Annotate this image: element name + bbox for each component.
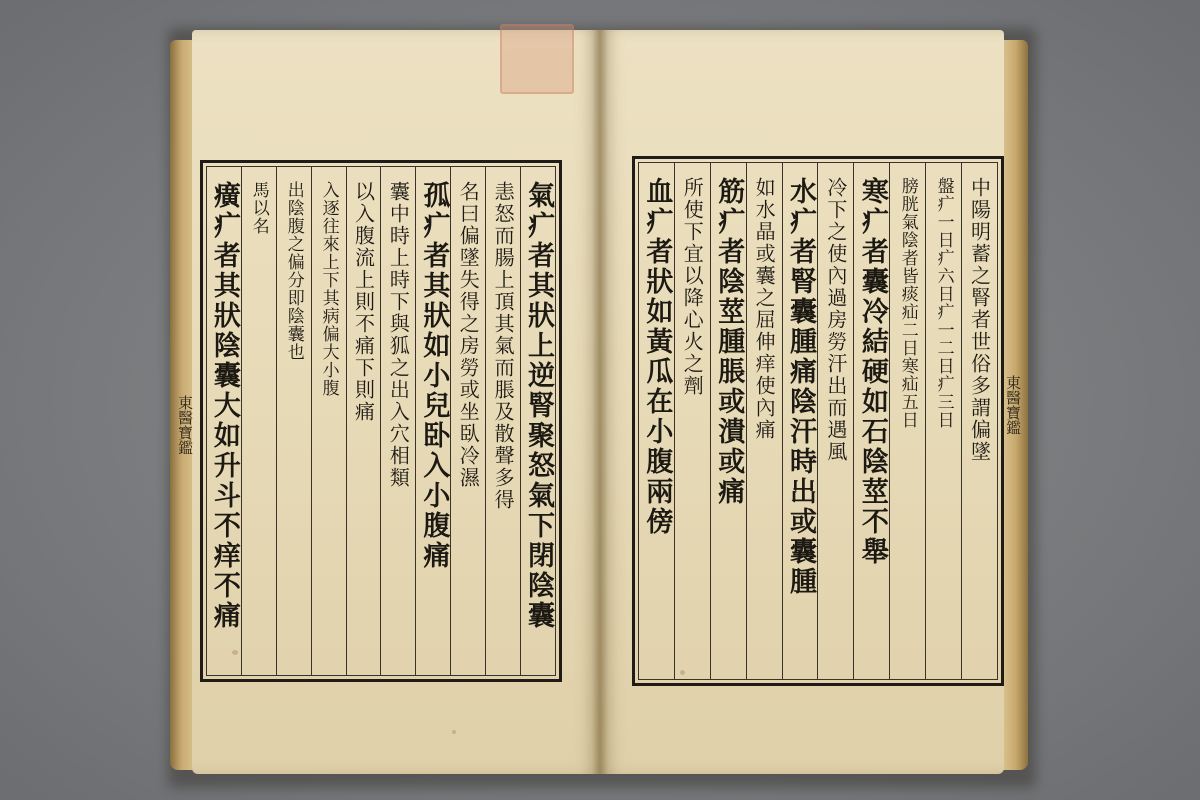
column-text: 冷下之使內過房勞汗出而遇風 [823, 177, 848, 463]
library-seal [500, 24, 574, 94]
text-column [311, 167, 346, 675]
column-text: 氣疒者其狀上逆腎聚怒氣下閉陰囊 [523, 181, 555, 631]
column-text: 膀胱氣陰者皆痰疝二日寒疝五日 [897, 177, 918, 429]
column-text: 水疒者腎囊腫痛陰汗時出或囊腫 [785, 177, 817, 597]
right-print-frame [632, 156, 1004, 686]
column-text: 盤疒一日疒六日疒一二日疒三日 [933, 177, 954, 429]
text-column [276, 167, 311, 675]
text-column [817, 163, 853, 679]
book-gutter [592, 30, 608, 774]
paper-speck [452, 730, 456, 734]
column-text: 癀疒者其狀陰囊大如升斗不痒不痛 [208, 181, 240, 631]
text-column [710, 163, 746, 679]
right-margin-note: 東醫寶鑑 [1004, 375, 1022, 435]
column-text: 所使下宜以降心火之劑 [680, 177, 705, 397]
text-column [674, 163, 710, 679]
text-column [639, 163, 674, 679]
column-text: 寒疒者囊冷結硬如石陰莖不舉 [856, 177, 888, 567]
text-column [415, 167, 450, 675]
text-column [520, 167, 555, 675]
text-column [450, 167, 485, 675]
column-text: 恚怒而腸上頂其氣而脹及散聲多得 [491, 181, 516, 511]
text-column [925, 163, 961, 679]
column-text: 孤疒者其狀如小兒卧入小腹痛 [418, 181, 450, 571]
column-text: 血疒者狀如黃瓜在小腹兩傍 [641, 177, 673, 537]
text-column [961, 163, 997, 679]
column-text: 中陽明蓄之腎者世俗多謂偏墜 [967, 177, 992, 463]
column-text: 名曰偏墜失得之房勞或坐臥冷濕 [456, 181, 481, 489]
text-column [746, 163, 782, 679]
text-column [889, 163, 925, 679]
text-column [853, 163, 889, 679]
text-column [485, 167, 520, 675]
column-text: 如水晶或囊之屈伸痒使內痛 [752, 177, 777, 441]
column-text: 囊中時上時下與狐之出入穴相類 [386, 181, 411, 489]
left-print-frame [200, 160, 562, 682]
right-text-columns [639, 163, 997, 679]
column-text: 入逐往來上下其病偏大小腹 [318, 181, 339, 397]
text-column [207, 167, 241, 675]
column-text: 以入腹流上則不痛下則痛 [351, 181, 376, 423]
column-text: 出陰腹之偏分即陰囊也 [283, 181, 304, 361]
text-column [380, 167, 415, 675]
column-text: 筋疒者陰莖腫脹或潰或痛 [713, 177, 745, 507]
text-column [782, 163, 818, 679]
text-column [241, 167, 276, 675]
left-text-columns [207, 167, 555, 675]
column-text: 馬以名 [248, 181, 269, 235]
left-margin-note: 東醫寶鑑 [176, 395, 194, 455]
text-column [346, 167, 381, 675]
